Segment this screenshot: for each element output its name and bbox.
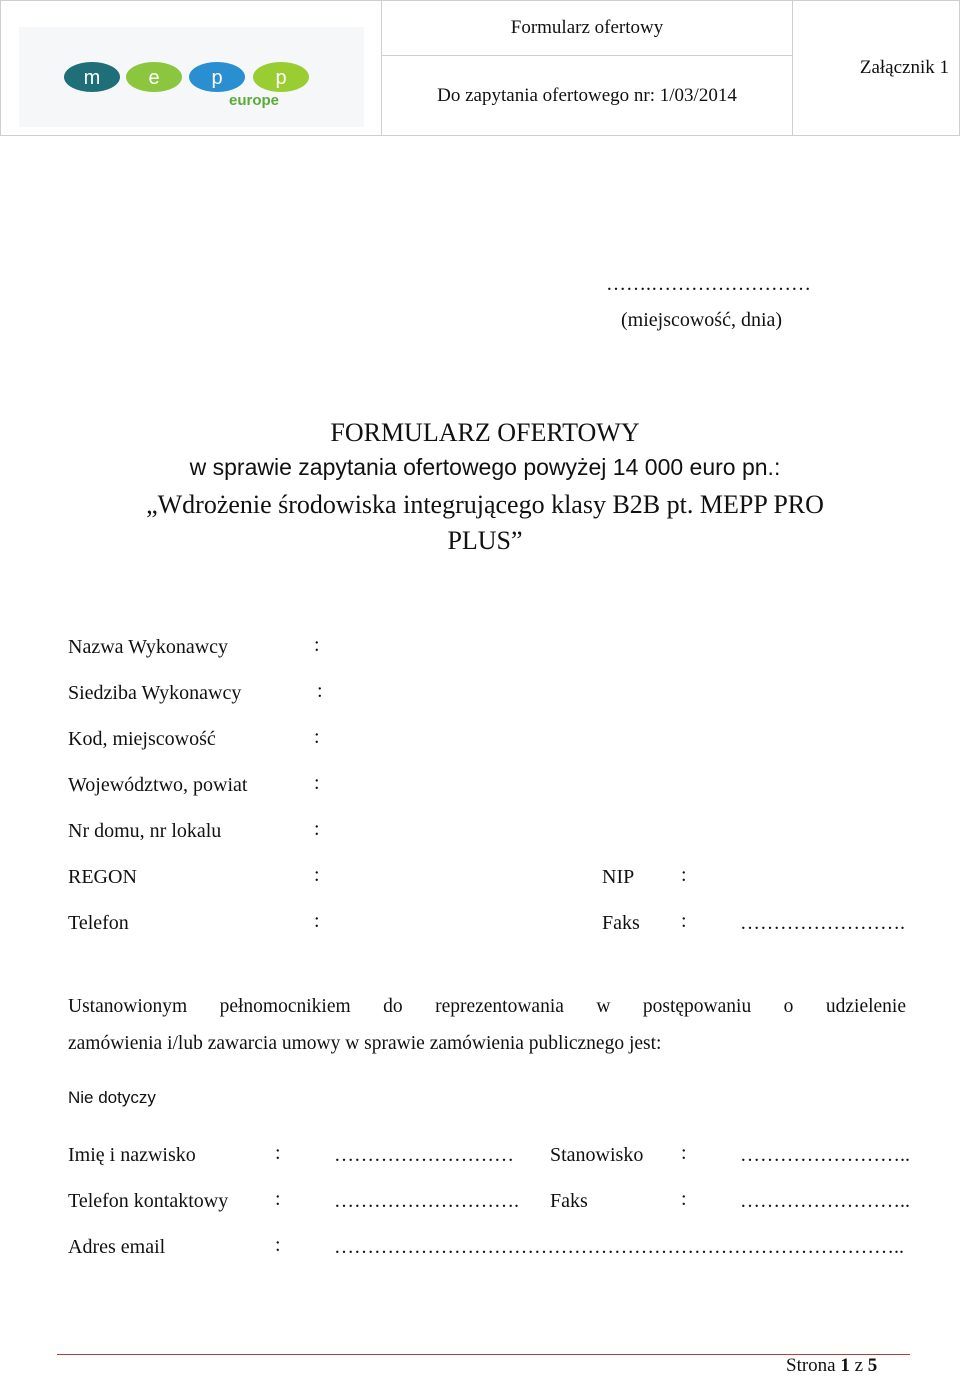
proxy-position-label: Stanowisko: [550, 1144, 644, 1166]
phone-colon: :: [314, 910, 320, 932]
proxy-name-value: ………………………: [334, 1144, 514, 1166]
logo-letter-p1: p: [211, 67, 223, 89]
house-number-colon: :: [314, 818, 320, 840]
fax-value: …………………….: [740, 912, 905, 934]
proxy-email-label: Adres email: [68, 1236, 166, 1258]
contractor-seat-colon: :: [317, 680, 323, 702]
footer-divider: [57, 1354, 910, 1355]
fax-colon: :: [681, 910, 687, 932]
postal-city-colon: :: [314, 726, 320, 748]
page-current: 1: [840, 1355, 850, 1376]
contractor-name-label: Nazwa Wykonawcy: [68, 636, 229, 658]
proxy-email-value: …………………………………………………………………………..: [334, 1236, 904, 1258]
fax-label: Faks: [602, 912, 640, 934]
proxy-name-label: Imię i nazwisko: [68, 1144, 196, 1166]
logo-cell: [1, 1, 382, 136]
region-colon: :: [314, 772, 320, 794]
page-number: [786, 1355, 877, 1377]
page-total: 5: [867, 1355, 878, 1376]
project-name-line1: „Wdrożenie środowiska integrującego klasy B2B pt. MEPP PRO: [146, 490, 824, 519]
attachment-label: Załącznik 1: [793, 1, 960, 136]
postal-city-label: Kod, miejscowość: [68, 728, 216, 750]
house-number-label: Nr domu, nr lokalu: [68, 820, 222, 842]
proxy-position-colon: :: [681, 1142, 687, 1164]
project-name-line2: PLUS”: [447, 526, 523, 555]
logo-letter-p2: p: [275, 67, 287, 89]
phone-label: Telefon: [68, 912, 129, 934]
page-mid: z: [849, 1355, 868, 1376]
proxy-fax-label: Faks: [550, 1190, 588, 1212]
place-date-label: (miejscowość, dnia): [621, 309, 783, 331]
mepp-logo: [19, 27, 364, 127]
proxy-phone-value: ……………………….: [334, 1190, 519, 1212]
doc-reference: Do zapytania ofertowego nr: 1/03/2014: [382, 56, 793, 136]
doc-title: Formularz ofertowy: [382, 1, 793, 56]
regon-colon: :: [314, 864, 320, 886]
contractor-seat-label: Siedziba Wykonawcy: [68, 682, 242, 704]
proxy-email-colon: :: [275, 1234, 281, 1256]
region-label: Województwo, powiat: [68, 774, 248, 796]
nip-label: NIP: [602, 866, 635, 888]
logo-subtitle: europe: [228, 92, 280, 109]
logo-letter-e: e: [148, 67, 160, 89]
form-subtitle: w sprawie zapytania ofertowego powyżej 14 000 euro pn.:: [189, 454, 781, 480]
page-prefix: Strona: [786, 1355, 841, 1376]
nip-colon: :: [681, 864, 687, 886]
proxy-position-value: ……………………..: [740, 1144, 910, 1166]
proxy-paragraph-line1: Ustanowionym pełnomocnikiem do reprezentowania w postępowaniu o udzielenie: [68, 996, 906, 1017]
proxy-paragraph-line2: zamówienia i/lub zawarcia umowy w sprawie zamówienia publicznego jest:: [68, 1033, 662, 1054]
not-applicable-note: Nie dotyczy: [68, 1088, 156, 1107]
proxy-fax-value: ……………………..: [740, 1190, 910, 1212]
form-title: FORMULARZ OFERTOWY: [330, 418, 640, 447]
document-header: [0, 0, 960, 136]
proxy-phone-label: Telefon kontaktowy: [68, 1190, 229, 1212]
proxy-name-colon: :: [275, 1142, 281, 1164]
regon-label: REGON: [68, 866, 137, 888]
contractor-name-colon: :: [314, 634, 320, 656]
proxy-phone-colon: :: [275, 1188, 281, 1210]
place-date-dots: …….……………………: [606, 273, 811, 295]
logo-letter-m: m: [83, 67, 101, 89]
proxy-fax-colon: :: [681, 1188, 687, 1210]
